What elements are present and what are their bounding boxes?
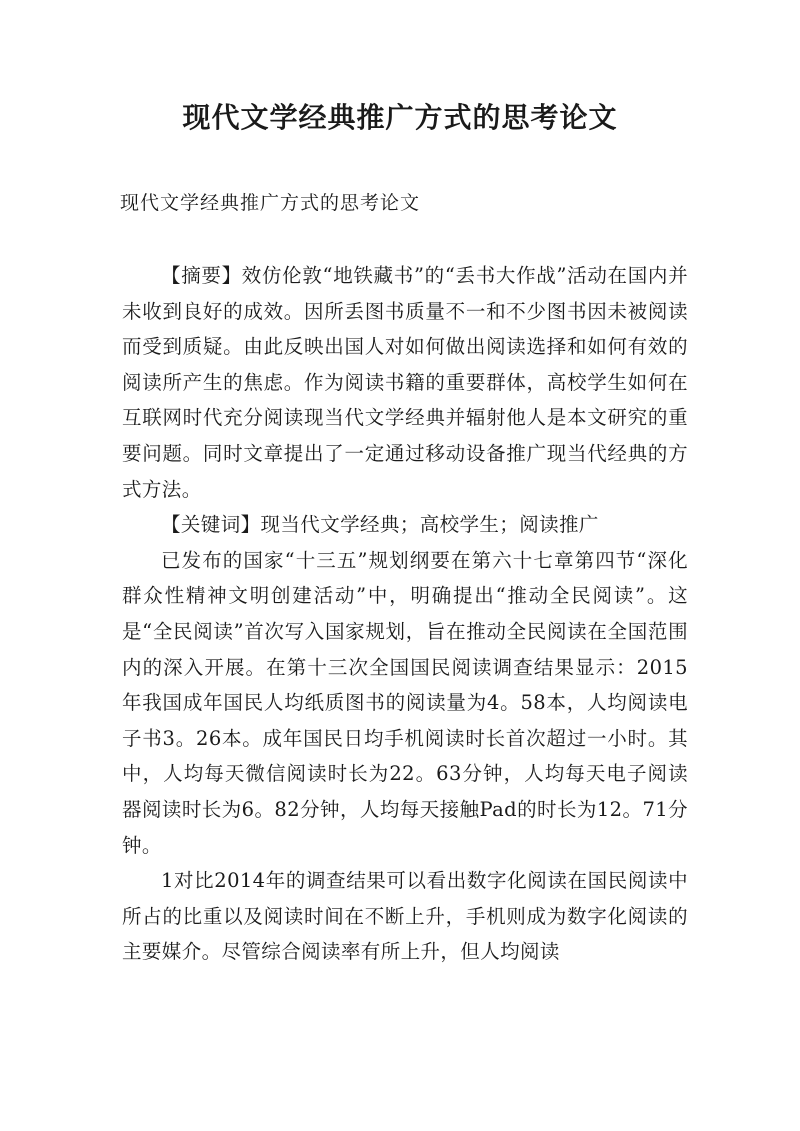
document-title: 现代文学经典推广方式的思考论文 [182, 101, 618, 134]
body-paragraph: 1对比2014年的调查结果可以看出数字化阅读在国民阅读中所占的比重以及阅读时间在不断上升，手机则成为数字化阅读的主要媒介。尽管综合阅读率有所上升，但人均阅读 [122, 869, 688, 964]
body-paragraph: 已发布的国家“十三五”规划纲要在第六十七章第四节“深化群众性精神文明创建活动”中，明确提出“推动全民阅读”。这是“全民阅读”首次写入国家规划，旨在推动全民阅读在全国范围内的深入开展。在第十三次全国国民阅读调查结果显示：2015年我国成年国民人均纸质图书的阅读量为4。58本，人均阅读电子书3。26本。成年国民日均手机阅读时长首次超过一小时。其中，人均每天微信阅读时长为22。63分钟，人均每天电子阅读器阅读时长为6。82分钟，人均每天接触Pad的时长为12。71分钟。 [122, 548, 688, 857]
document-body [122, 258, 688, 970]
keywords-paragraph: 【关键词】现当代文学经典；高校学生；阅读推广 [161, 513, 599, 537]
abstract-paragraph: 【摘要】效仿伦敦“地铁藏书”的“丢书大作战”活动在国内并未收到良好的成效。因所丢图书质量不一和不少图书因未被阅读而受到质疑。由此反映出国人对如何做出阅读选择和如何有效的阅读所产生的焦虑。作为阅读书籍的重要群体，高校学生如何在互联网时代充分阅读现当代文学经典并辐射他人是本文研究的重要问题。同时文章提出了一定通过移动设备推广现当代经典的方式方法。 [122, 264, 688, 501]
document-subtitle: 现代文学经典推广方式的思考论文 [120, 192, 421, 214]
